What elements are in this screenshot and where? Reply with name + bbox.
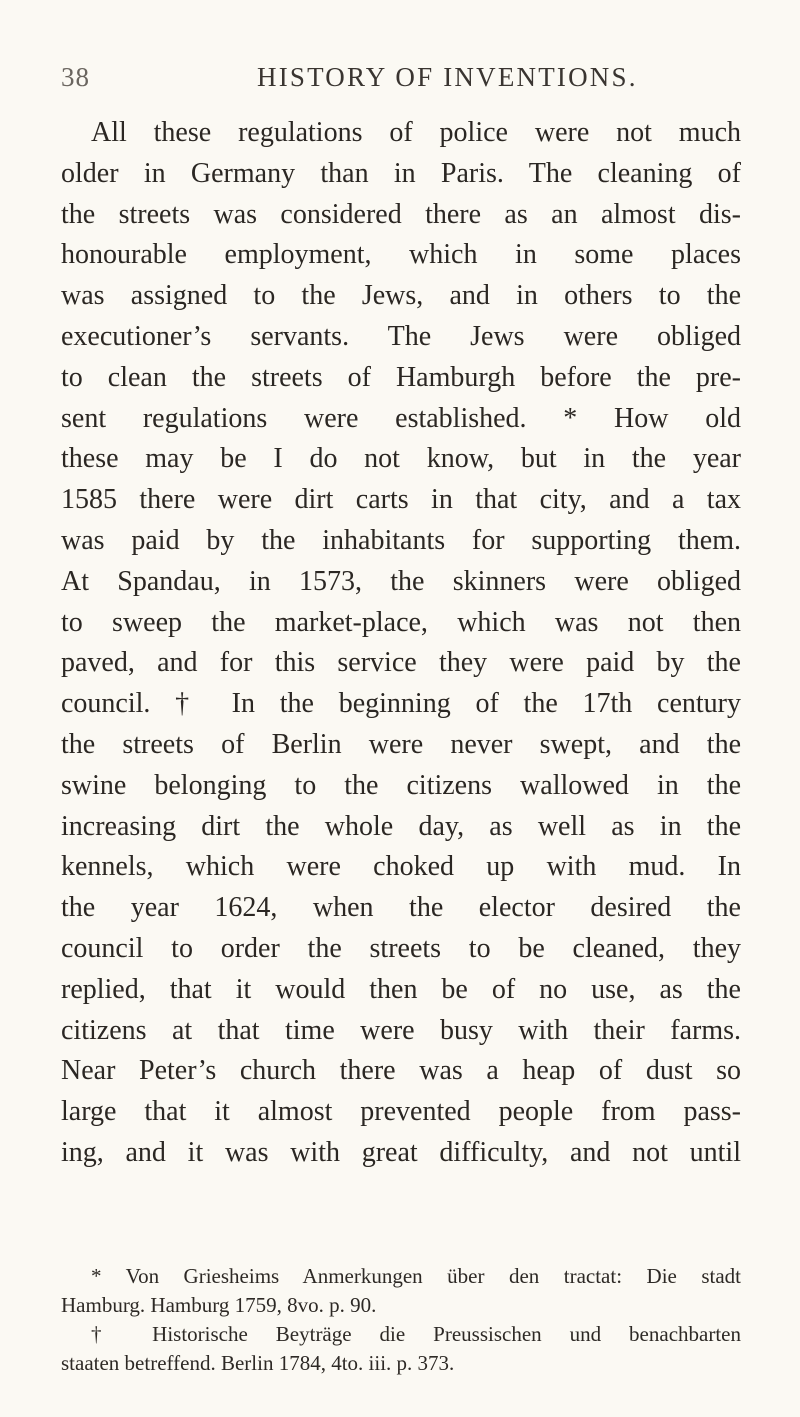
- text-line: sent regulations were established. * How old: [61, 402, 741, 434]
- text-line: the year 1624, when the elector desired the: [61, 892, 741, 924]
- running-head: [61, 62, 740, 102]
- text-line: older in Germany than in Paris. The cleaning of: [61, 157, 741, 189]
- text-line: 1585 there were dirt carts in that city, and a tax: [61, 484, 741, 516]
- text-line: All these regulations of police were not much: [91, 117, 741, 148]
- text-line: ing, and it was with great difficulty, and not until: [61, 1136, 741, 1168]
- text-line: to sweep the market-place, which was not then: [61, 606, 741, 638]
- text-line: kennels, which were choked up with mud. In: [61, 851, 741, 883]
- running-title: HISTORY OF INVENTIONS.: [257, 62, 638, 92]
- text-line: was paid by the inhabitants for supporting them.: [61, 524, 741, 556]
- text-line: increasing dirt the whole day, as well as in the: [61, 810, 741, 842]
- footnote-line: Hamburg. Hamburg 1759, 8vo. p. 90.: [61, 1293, 377, 1317]
- text-line: swine belonging to the citizens wallowed in the: [61, 769, 741, 801]
- body-paragraph: [61, 113, 741, 1174]
- text-line: honourable employment, which in some places: [61, 239, 741, 271]
- page-number: 38: [61, 62, 90, 92]
- text-line: large that it almost prevented people from pass-: [61, 1096, 741, 1128]
- text-line: paved, and for this service they were paid by the: [61, 647, 741, 679]
- text-line: to clean the streets of Hamburgh before the pre-: [61, 361, 741, 393]
- footnotes: [61, 1262, 741, 1378]
- text-line: replied, that it would then be of no use, as the: [61, 973, 741, 1005]
- text-line: council to order the streets to be cleaned, they: [61, 932, 741, 964]
- text-line: citizens at that time were busy with their farms.: [61, 1014, 741, 1046]
- text-line: Near Peter’s church there was a heap of dust so: [61, 1055, 741, 1087]
- text-line: the streets was considered there as an almost dis-: [61, 198, 741, 230]
- footnote-line: staaten betreffend. Berlin 1784, 4to. iii. p. 373.: [61, 1351, 455, 1375]
- text-line: executioner’s servants. The Jews were obliged: [61, 320, 741, 352]
- text-line: the streets of Berlin were never swept, and the: [61, 728, 741, 760]
- text-line: these may be I do not know, but in the year: [61, 443, 741, 475]
- text-line: At Spandau, in 1573, the skinners were obliged: [61, 565, 741, 597]
- footnote-line: † Historische Beyträge die Preussischen und benachbarten: [91, 1322, 741, 1346]
- footnote-line: * Von Griesheims Anmerkungen über den tractat: Die stadt: [91, 1264, 741, 1288]
- text-line: was assigned to the Jews, and in others to the: [61, 280, 741, 312]
- text-line: council. † In the beginning of the 17th century: [61, 688, 741, 720]
